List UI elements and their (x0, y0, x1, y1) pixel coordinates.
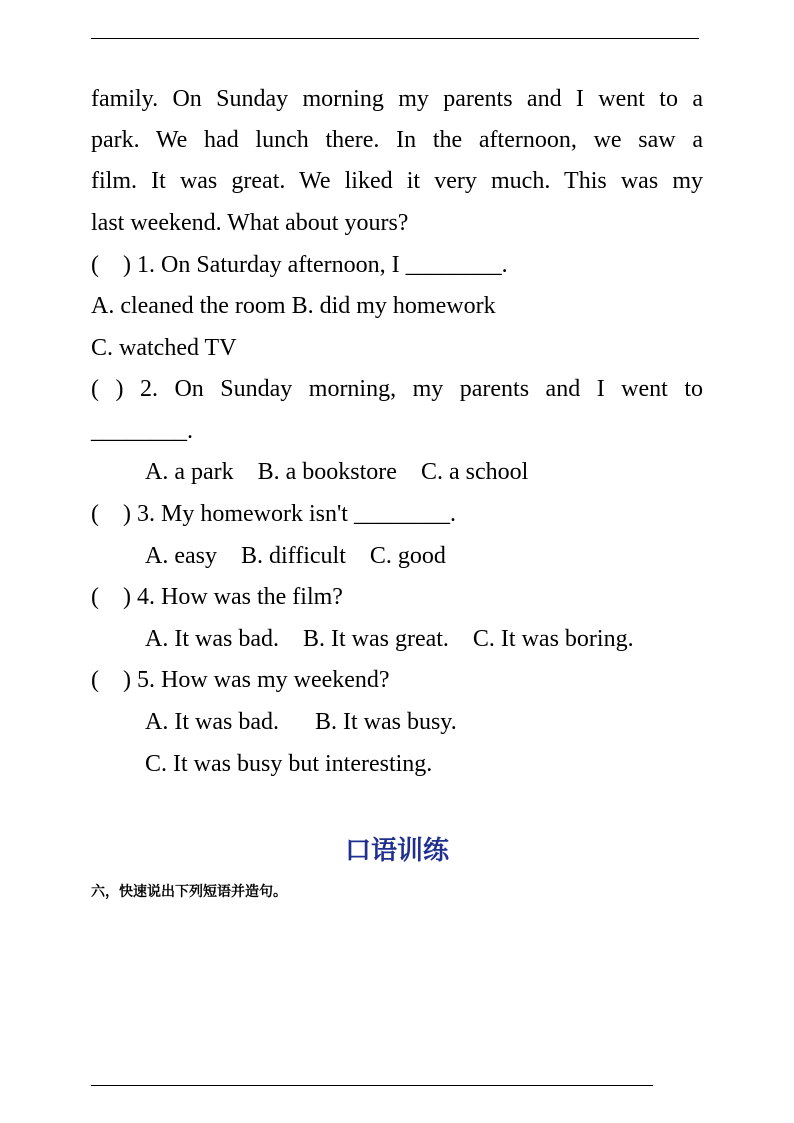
question-4-stem: ( ) 4. How was the film? (91, 584, 343, 610)
question-1-options-extra: C. watched TV (91, 335, 237, 361)
question-3-stem: ( ) 3. My homework isn't ________. (91, 501, 456, 527)
question-5-stem: ( ) 5. How was my weekend? (91, 667, 390, 693)
passage-line: last weekend. What about yours? (91, 210, 409, 236)
question-5-options-extra: C. It was busy but interesting. (145, 751, 433, 777)
question-4-options: A. It was bad. B. It was great. C. It was boring. (145, 626, 634, 652)
question-3-options: A. easy B. difficult C. good (145, 543, 446, 569)
passage-line: park. We had lunch there. In the afternoon, we saw a (91, 127, 703, 153)
section-title: 口语训练 (344, 836, 449, 866)
passage-line: film. It was great. We liked it very much. This was my (91, 168, 703, 194)
question-2-options: A. a park B. a bookstore C. a school (145, 459, 529, 485)
section-instruction: 六，快速说出下列短语并造句。 (91, 884, 287, 900)
top-rule (91, 38, 699, 39)
question-1-stem: ( ) 1. On Saturday afternoon, I ________. (91, 252, 508, 278)
question-1-options: A. cleaned the room B. did my homework (91, 293, 496, 319)
question-2-blank: ________. (91, 418, 193, 444)
question-5-options: A. It was bad. B. It was busy. (145, 709, 457, 735)
passage-line: family. On Sunday morning my parents and I went to a (91, 86, 703, 112)
question-2-stem: ( ) 2. On Sunday morning, my parents and I went to (91, 376, 703, 402)
bottom-rule (91, 1085, 653, 1086)
